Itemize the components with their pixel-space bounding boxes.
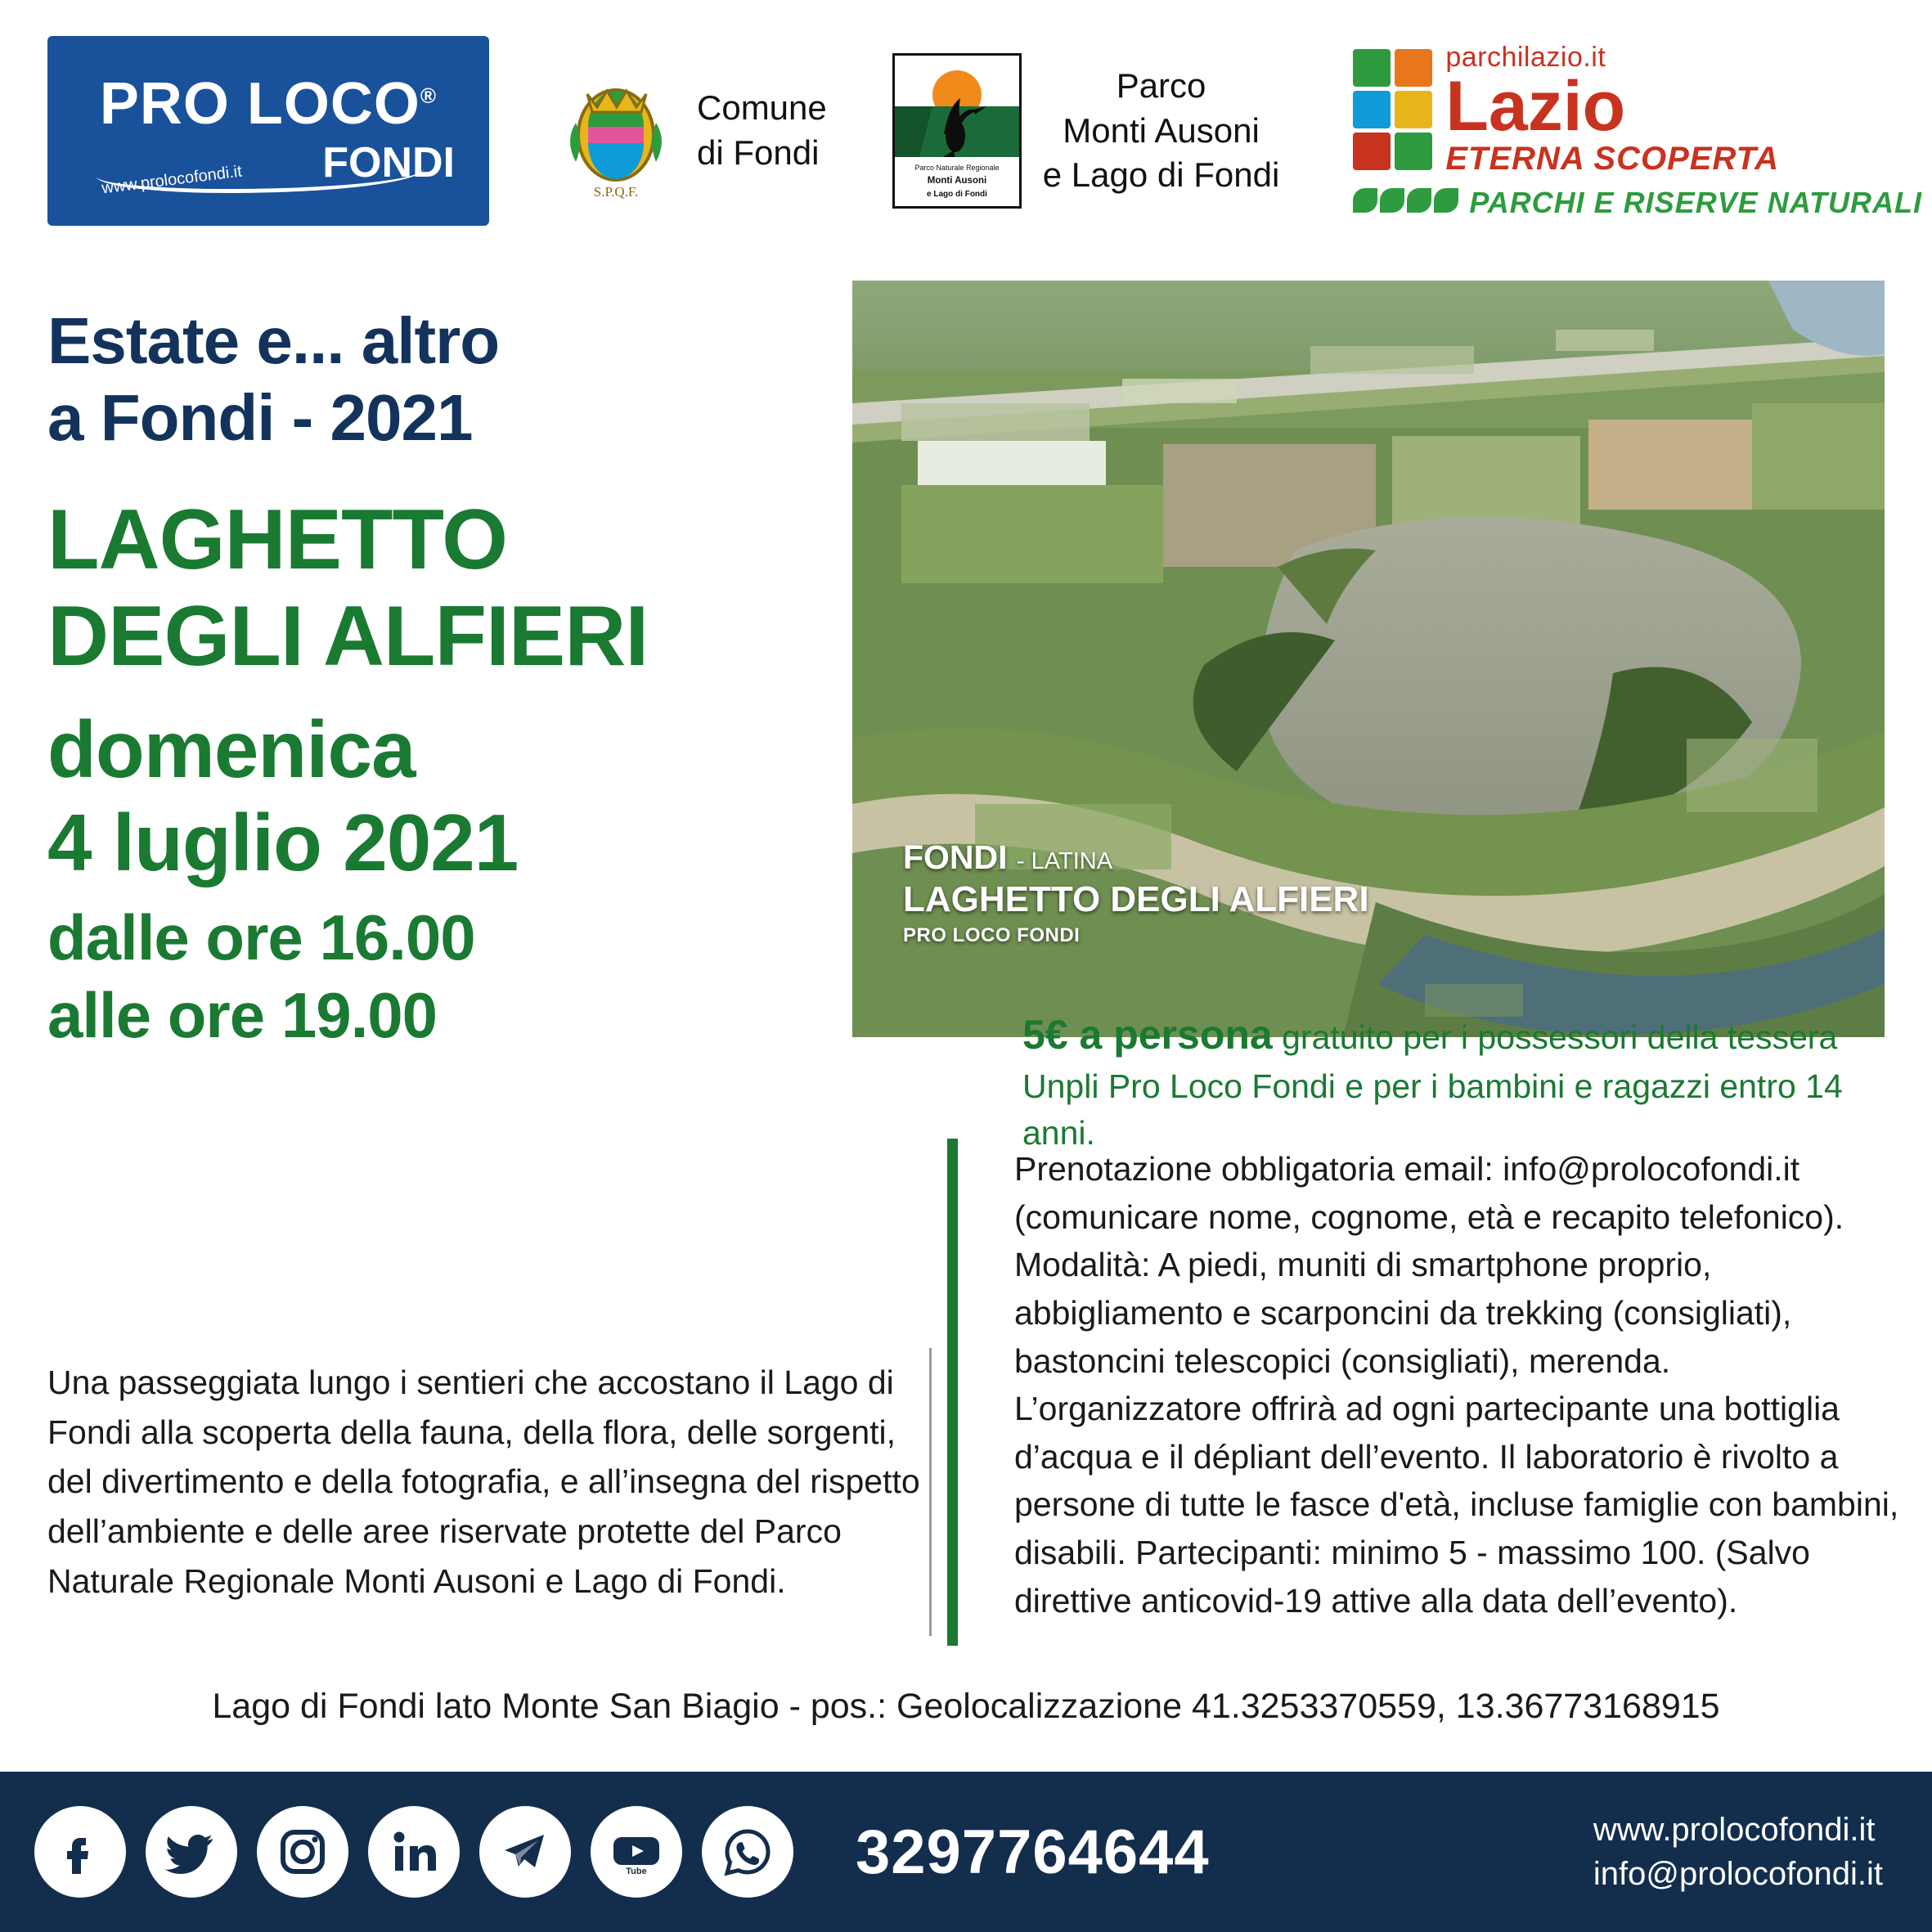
parco-label bbox=[1043, 64, 1280, 198]
proloco-logo-url: www.prolocofondi.it bbox=[101, 162, 243, 198]
footer-email[interactable]: info@prolocofondi.it bbox=[1593, 1856, 1883, 1892]
youtube-icon[interactable] bbox=[591, 1806, 682, 1898]
event-day: domenica bbox=[47, 703, 416, 794]
lazio-site: parchilazio.it bbox=[1445, 42, 1606, 74]
linkedin-icon[interactable] bbox=[368, 1806, 460, 1898]
svg-text:S.P.Q.F.: S.P.Q.F. bbox=[593, 184, 639, 200]
comune-crest-icon bbox=[555, 49, 677, 213]
event-title bbox=[47, 492, 865, 685]
proloco-logo-city: FONDI bbox=[322, 139, 455, 186]
facebook-icon[interactable] bbox=[34, 1806, 126, 1898]
event-description: Una passeggiata lungo i sentieri che accostano il Lago di Fondi alla scoperta della fauna, della flora, delle sorgenti, del divertimento e della fotografia, e all’insegna del rispetto dell’ambiente e delle aree riservate protette del Parco Naturale Regionale Monti Ausoni e Lago di Fondi. bbox=[47, 1364, 920, 1600]
lazio-tagline: ETERNA SCOPERTA bbox=[1445, 140, 1779, 177]
header bbox=[0, 0, 1932, 262]
photo-caption-province: - LATINA bbox=[1016, 848, 1113, 874]
telegram-icon[interactable] bbox=[479, 1806, 571, 1898]
footer-website[interactable]: www.prolocofondi.it bbox=[1593, 1812, 1876, 1848]
parco-logo-icon bbox=[892, 53, 1022, 209]
parco-label-line3: e Lago di Fondi bbox=[1042, 155, 1280, 195]
footer-phone[interactable]: 3297764644 bbox=[856, 1817, 1210, 1887]
instagram-icon[interactable] bbox=[257, 1806, 348, 1898]
event-title-line2: DEGLI ALFIERI bbox=[47, 589, 649, 685]
lake-photo bbox=[852, 281, 1885, 1037]
proloco-logo-name: PRO LOCO® bbox=[99, 71, 438, 137]
lazio-squares-icon bbox=[1353, 49, 1432, 170]
photo-caption-credit: PRO LOCO FONDI bbox=[903, 924, 1081, 946]
event-eyebrow bbox=[47, 303, 865, 457]
parco-label-line1: Parco bbox=[1116, 66, 1206, 106]
comune-label bbox=[697, 86, 827, 175]
green-accent-bar bbox=[947, 1139, 958, 1646]
parco-label-line2: Monti Ausoni bbox=[1063, 110, 1260, 150]
twitter-icon[interactable] bbox=[146, 1806, 237, 1898]
comune-label-line1: Comune bbox=[697, 88, 827, 128]
price-block bbox=[1022, 1006, 1889, 1157]
svg-text:e Lago di Fondi: e Lago di Fondi bbox=[926, 190, 987, 199]
svg-text:Parco Naturale Regionale: Parco Naturale Regionale bbox=[914, 164, 1000, 172]
lazio-region: Lazio bbox=[1445, 67, 1626, 146]
proloco-logo bbox=[47, 36, 489, 226]
whatsapp-icon[interactable] bbox=[702, 1806, 793, 1898]
lazio-subtitle: PARCHI E RISERVE NATURALI bbox=[1469, 185, 1923, 219]
photo-caption bbox=[903, 838, 1369, 947]
event-eyebrow-line1: Estate e... altro bbox=[47, 304, 500, 377]
lazio-logo bbox=[1353, 42, 1922, 220]
event-hours-start: dalle ore 16.00 bbox=[47, 901, 475, 974]
comune-label-line2: di Fondi bbox=[697, 133, 820, 172]
event-date bbox=[47, 703, 865, 889]
price-note: gratuito per i possessori della tessera Unpli Pro Loco Fondi e per i bambini e ragazzi entro 14 anni. bbox=[1022, 1018, 1843, 1152]
svg-text:Monti Ausoni: Monti Ausoni bbox=[927, 176, 986, 186]
location-line: Lago di Fondi lato Monte San Biagio - pos.: Geolocalizzazione 41.3253370559, 13.36773168915 bbox=[212, 1687, 1720, 1726]
event-hours-end: alle ore 19.00 bbox=[47, 979, 438, 1052]
event-title-line1: LAGHETTO bbox=[47, 492, 508, 587]
event-eyebrow-line2: a Fondi - 2021 bbox=[47, 381, 473, 455]
event-date-value: 4 luglio 2021 bbox=[47, 797, 519, 887]
footer bbox=[0, 1772, 1932, 1932]
svg-text:Tube: Tube bbox=[626, 1867, 647, 1876]
photo-caption-city: FONDI bbox=[903, 838, 1008, 876]
registered-mark: ® bbox=[420, 83, 438, 108]
left-column bbox=[47, 303, 865, 1055]
comune-block bbox=[555, 49, 827, 213]
booking-info: Prenotazione obbligatoria email: info@prolocofondi.it (comunicare nome, cognome, età e recapito telefonico). Modalità: A piedi, muniti di smartphone proprio, abbigliamento e scarponcini da trekking (consigliati), bastoncini telescopici (consigliati), merenda. L’organizzatore offrirà ad ogni partecipante una bottiglia d’acqua e il dépliant dell’evento. Il laboratorio è rivolto a persone di tutte le fasce d'età, incluse famiglie con bambini, disabili. Partecipanti: minimo 5 - massimo 100. (Salvo direttive anticovid-19 attive alla data dell’evento). bbox=[1014, 1150, 1899, 1620]
footer-contacts bbox=[1593, 1808, 1883, 1896]
photo-caption-title: LAGHETTO DEGLI ALFIERI bbox=[903, 879, 1369, 919]
social-links bbox=[34, 1806, 813, 1898]
column-divider bbox=[929, 1348, 932, 1636]
price-amount: 5€ a persona bbox=[1022, 1012, 1273, 1058]
leaf-icons bbox=[1353, 188, 1461, 213]
event-hours bbox=[47, 899, 865, 1054]
parco-block bbox=[892, 53, 1280, 209]
photo-caption-place bbox=[903, 838, 1369, 877]
